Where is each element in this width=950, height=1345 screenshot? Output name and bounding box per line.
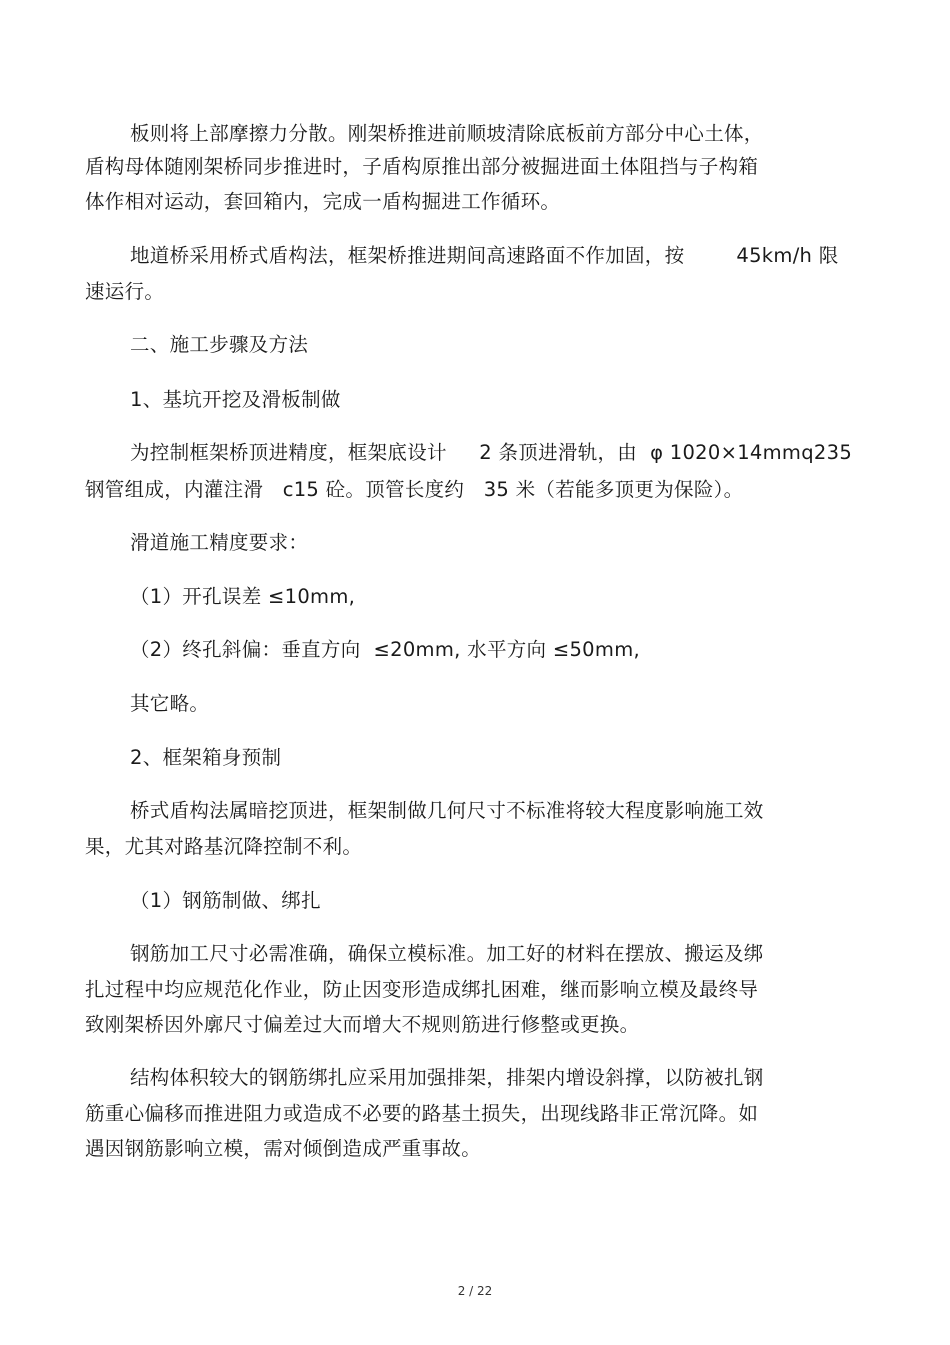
requirement-item-2: （2）终孔斜偏：垂直方向 ≤20mm, 水平方向 ≤50mm, <box>130 638 640 661</box>
paragraph-shield-line-1: 桥式盾构法属暗挖顶进，框架制做几何尺寸不标准将较大程度影响施工效 <box>130 799 764 822</box>
paragraph-structure-line-2: 筋重心偏移而推进阻力或造成不必要的路基土损失，出现线路非正常沉降。如 <box>85 1102 759 1125</box>
paragraph-1-line-2: 盾构母体随刚架桥同步推进时，子盾构原推出部分被掘进面土体阻挡与子构箱 <box>85 155 759 178</box>
requirement-other: 其它略。 <box>130 692 210 715</box>
requirement-item-1: （1）开孔误差 ≤10mm, <box>130 585 356 608</box>
paragraph-structure-line-1: 结构体积较大的钢筋绑扎应采用加强排架，排架内增设斜撑，以防被扎钢 <box>130 1066 764 1089</box>
subheading-foundation-pit: 1、基坑开挖及滑板制做 <box>130 388 341 411</box>
paragraph-2-line-2: 速运行。 <box>85 280 165 303</box>
paragraph-rebar-line-2: 扎过程中均应规范化作业，防止因变形造成绑扎困难，继而影响立模及最终导 <box>85 978 759 1001</box>
subheading-frame-box-prefab: 2、框架箱身预制 <box>130 746 282 769</box>
subheading-rebar-binding: （1）钢筋制做、绑扎 <box>130 889 321 912</box>
paragraph-precision-line-2: 钢管组成，内灌注滑 c15 砼。顶管长度约 35 米（若能多顶更为保险）。 <box>85 478 744 501</box>
paragraph-rebar-line-1: 钢筋加工尺寸必需准确，确保立模标准。加工好的材料在摆放、搬运及绑 <box>130 942 764 965</box>
paragraph-1-line-3: 体作相对运动，套回箱内，完成一盾构掘进工作循环。 <box>85 190 561 213</box>
slideway-requirements-heading: 滑道施工精度要求： <box>130 531 309 554</box>
paragraph-structure-line-3: 遇因钢筋影响立模，需对倾倒造成严重事故。 <box>85 1137 482 1160</box>
paragraph-rebar-line-3: 致刚架桥因外廓尺寸偏差过大而增大不规则筋进行修整或更换。 <box>85 1013 640 1036</box>
page-number: 2 / 22 <box>457 1284 493 1298</box>
paragraph-2-line-1: 地道桥采用桥式盾构法，框架桥推进期间高速路面不作加固，按 45km/h 限 <box>130 244 839 267</box>
section-heading-construction-steps: 二、施工步骤及方法 <box>130 333 309 356</box>
paragraph-1-line-1: 板则将上部摩擦力分散。刚架桥推进前顺坡清除底板前方部分中心土体， <box>130 122 764 145</box>
paragraph-shield-line-2: 果，尤其对路基沉降控制不利。 <box>85 835 363 858</box>
paragraph-precision-line-1: 为控制框架桥顶进精度，框架底设计 2 条顶进滑轨，由 φ 1020×14mmq235 <box>130 441 853 464</box>
